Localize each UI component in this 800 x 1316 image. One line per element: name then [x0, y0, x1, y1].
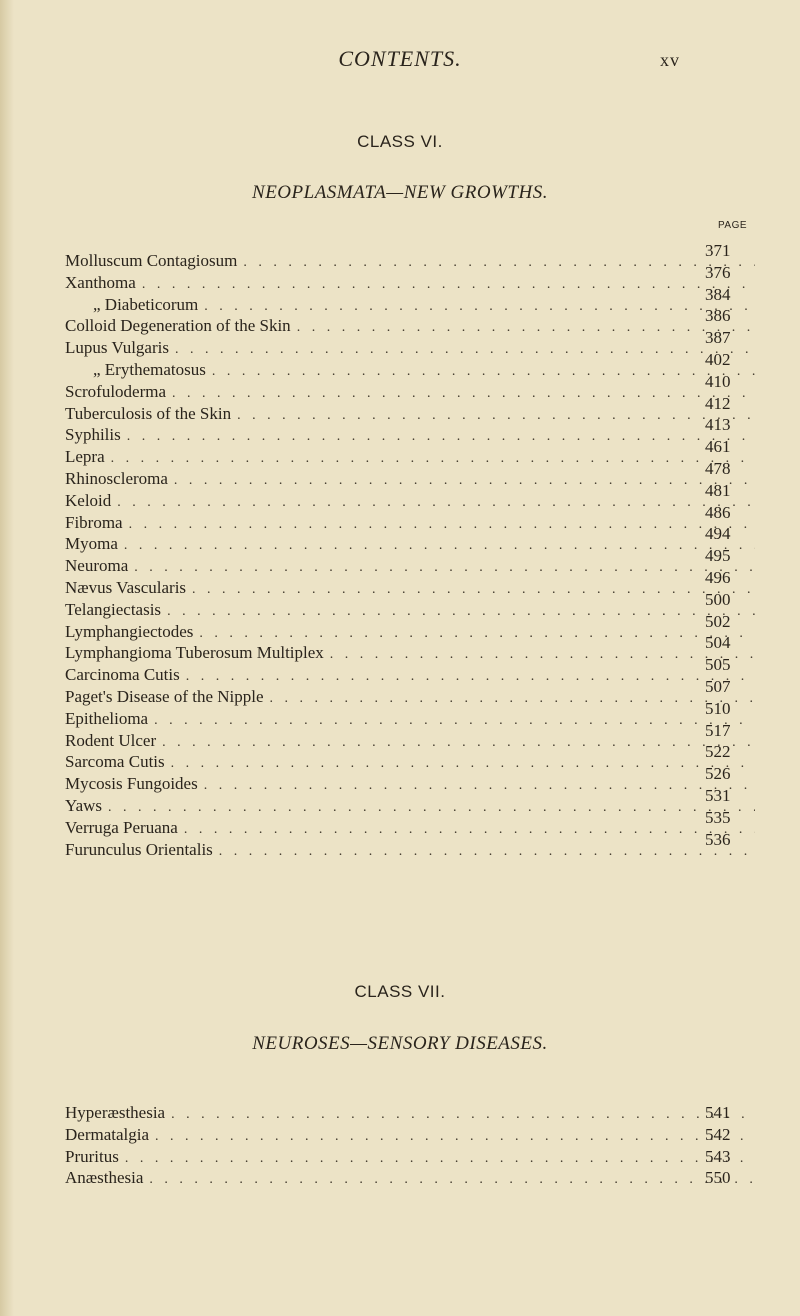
entry-page: 536 [705, 829, 731, 849]
class-vii-entry-list [65, 1102, 755, 1189]
entry-page: 542 [705, 1124, 731, 1144]
page-column-label: PAGE [718, 220, 748, 231]
entry-name: Scrofuloderma [65, 381, 167, 401]
entry-page: 386 [705, 306, 731, 326]
entry-name: Sarcoma Cutis [65, 752, 165, 772]
entry-page: 412 [705, 393, 731, 413]
entry-name: Lymphangiectodes [65, 621, 194, 641]
toc-entry[interactable] [65, 829, 755, 861]
entry-page: 461 [705, 437, 731, 457]
toc-entry[interactable] [65, 589, 755, 621]
entry-page: 535 [705, 807, 731, 827]
class-vii-heading: CLASS VII. [354, 982, 446, 1001]
entry-name: Carcinoma Cutis [65, 665, 180, 685]
entry-name: Anæsthesia [65, 1168, 144, 1188]
entry-page: 500 [705, 589, 731, 609]
entry-page: 494 [705, 524, 731, 544]
toc-entry[interactable] [65, 524, 755, 555]
toc-entry[interactable] [65, 241, 755, 272]
entry-page: 505 [705, 655, 731, 675]
entry-page: 495 [705, 546, 731, 566]
entry-name: Keloid [65, 490, 112, 510]
entry-page: 507 [705, 676, 731, 696]
toc-entry[interactable] [65, 328, 755, 359]
toc-entry[interactable] [65, 546, 755, 577]
entry-name: Fibroma [65, 512, 123, 532]
entry-name: Syphilis [65, 425, 121, 445]
class-vi-heading: CLASS VI. [357, 132, 443, 151]
page-number-roman: xv [660, 50, 680, 70]
entry-page: 541 [705, 1103, 731, 1122]
entry-page: 504 [705, 633, 731, 653]
toc-entry[interactable] [65, 502, 755, 534]
entry-name: Rodent Ulcer [65, 730, 157, 750]
entry-name: Yaws [65, 795, 103, 815]
toc-entry[interactable] [65, 655, 755, 686]
toc-entry[interactable] [65, 262, 755, 294]
toc-entry[interactable] [65, 306, 755, 337]
entry-page: 522 [705, 742, 731, 762]
entry-page: 531 [705, 785, 731, 805]
entry-name: Epithelioma [65, 708, 149, 728]
entry-name: Nævus Vascularis [65, 577, 187, 597]
entry-name: Colloid Degeneration of the Skin [65, 316, 291, 336]
toc-entry[interactable] [65, 807, 755, 839]
toc-entry[interactable] [65, 415, 755, 446]
toc-entry[interactable] [65, 720, 755, 752]
entry-name: Verruga Peruana [65, 817, 178, 837]
entry-page: 410 [705, 371, 731, 391]
entry-name: Furunculus Orientalis [65, 839, 213, 859]
toc-entry[interactable] [65, 458, 755, 490]
entry-page: 413 [705, 415, 731, 435]
toc-entry[interactable] [65, 567, 755, 599]
toc-entry[interactable] [65, 480, 755, 512]
toc-entry[interactable] [65, 393, 755, 425]
toc-entry[interactable] [65, 698, 755, 730]
entry-page: 478 [705, 458, 731, 478]
entry-page: 481 [705, 480, 731, 500]
entry-name: Lymphangioma Tuberosum Multiplex [65, 643, 324, 663]
running-header-title: CONTENTS. [338, 46, 462, 71]
toc-entry[interactable] [65, 611, 755, 643]
toc-entry[interactable] [65, 437, 755, 468]
entry-page: 526 [705, 764, 731, 784]
entry-name: Paget's Disease of the Nipple [65, 686, 264, 706]
entry-name: Hyperæsthesia [65, 1103, 166, 1122]
entry-name: Pruritus [65, 1146, 119, 1166]
entry-page: 502 [705, 611, 731, 631]
class-vii-subtitle: NEUROSES—SENSORY DISEASES. [252, 1033, 548, 1054]
class-vi-entry-list [65, 241, 755, 860]
entry-name: Xanthoma [65, 272, 136, 292]
toc-entry[interactable] [65, 1102, 755, 1124]
entry-page: 517 [705, 720, 731, 740]
entry-name: Rhinoscleroma [65, 468, 168, 488]
entry-name: „ Erythematosus [93, 359, 206, 379]
entry-page: 543 [705, 1146, 731, 1166]
entry-page: 371 [705, 241, 731, 260]
toc-entry[interactable] [65, 676, 755, 708]
entry-page: 496 [705, 567, 731, 587]
toc-entry[interactable] [65, 1124, 755, 1146]
toc-entry[interactable] [65, 633, 755, 664]
toc-entry[interactable] [65, 349, 755, 381]
class-vi-subtitle: NEOPLASMATA—NEW GROWTHS. [252, 182, 548, 203]
entry-name: Lupus Vulgaris [65, 338, 169, 358]
entry-page: 387 [705, 328, 731, 348]
entry-name: „ Diabeticorum [93, 294, 199, 314]
toc-entry[interactable] [65, 1146, 755, 1168]
entry-page: 550 [705, 1168, 731, 1188]
entry-page: 486 [705, 502, 731, 522]
entry-name: Neuroma [65, 556, 129, 576]
entry-name: Mycosis Fungoides [65, 774, 198, 794]
entry-name: Lepra [65, 447, 105, 467]
entry-name: Tuberculosis of the Skin [65, 403, 232, 423]
toc-entry[interactable] [65, 284, 755, 316]
entry-page: 510 [705, 698, 731, 718]
toc-entry[interactable] [65, 742, 755, 773]
entry-page: 376 [705, 262, 731, 282]
toc-entry[interactable] [65, 1167, 755, 1189]
entry-name: Telangiectasis [65, 599, 162, 619]
entry-page: 384 [705, 284, 731, 304]
toc-entry[interactable] [65, 785, 755, 817]
toc-entry[interactable] [65, 371, 755, 403]
entry-name: Dermatalgia [65, 1124, 150, 1144]
entry-name: Myoma [65, 534, 118, 554]
entry-page: 402 [705, 349, 731, 369]
entry-name: Molluscum Contagiosum [65, 251, 238, 270]
toc-entry[interactable] [65, 764, 755, 795]
